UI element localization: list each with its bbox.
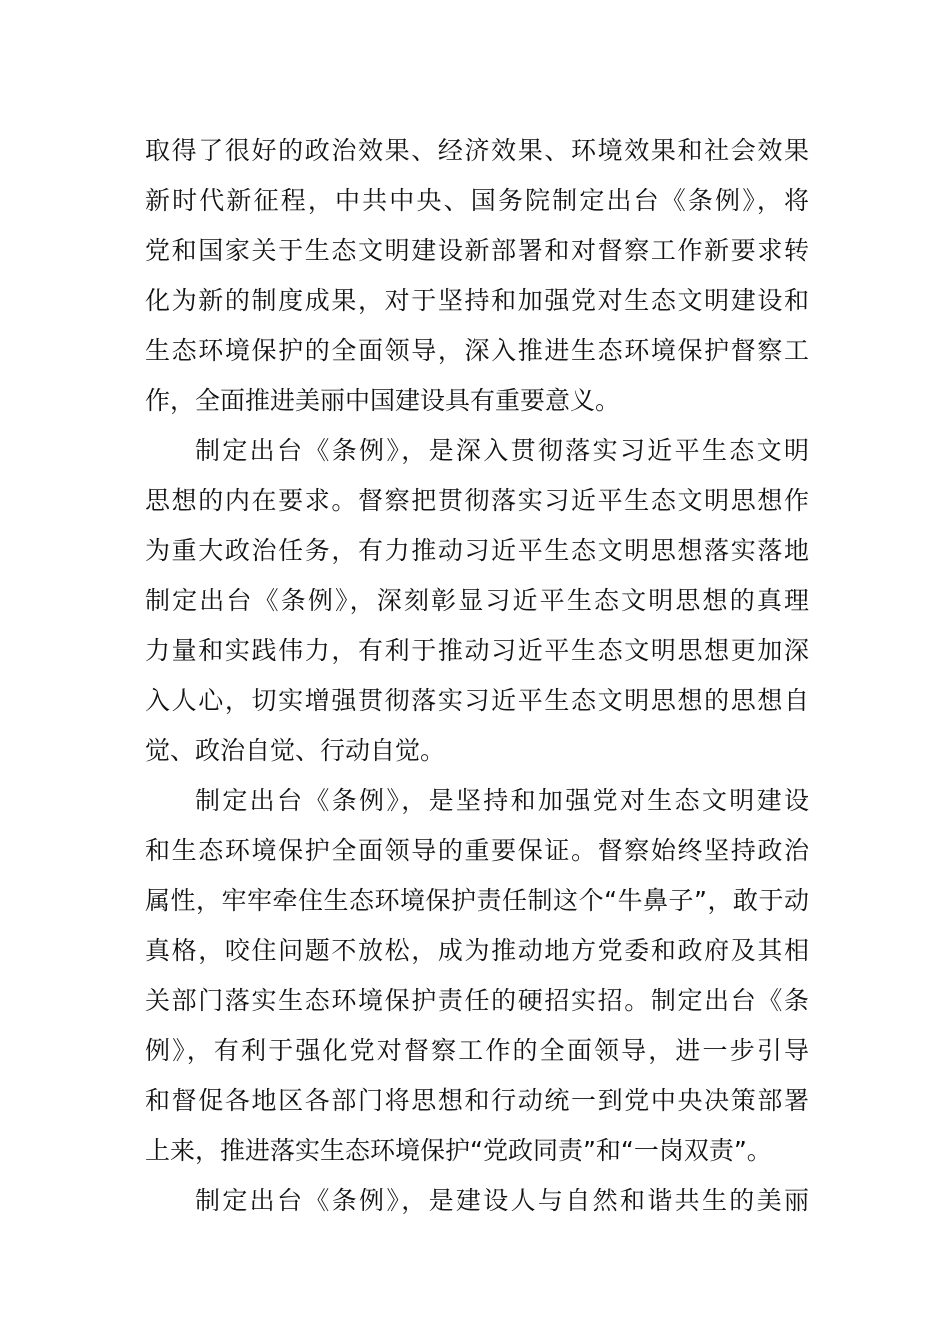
text-line: 生态环境保护的全面领导，深入推进生态环境保护督察工 [145,336,809,365]
text-line: 关部门落实生态环境保护责任的硬招实招。制定出台《条 [145,986,809,1015]
text-line: 作，全面推进美丽中国建设具有重要意义。 [145,386,621,415]
text-line: 觉、政治自觉、行动自觉。 [145,736,446,765]
text-line: 制定出台《条例》，深刻彰显习近平生态文明思想的真理 [145,586,809,615]
paragraph-start-line: 制定出台《条例》，是建设人与自然和谐共生的美丽 [195,1186,809,1215]
text-line: 入人心，切实增强贯彻落实习近平生态文明思想的思想自 [145,686,809,715]
body-text [145,126,809,1226]
text-line: 党和国家关于生态文明建设新部署和对督察工作新要求转 [145,236,809,265]
paragraph-start-line: 制定出台《条例》，是深入贯彻落实习近平生态文明 [195,436,809,465]
text-line: 新时代新征程，中共中央、国务院制定出台《条例》，将 [145,186,809,215]
text-line: 和督促各地区各部门将思想和行动统一到党中央决策部署 [145,1086,809,1115]
text-line: 思想的内在要求。督察把贯彻落实习近平生态文明思想作 [145,486,809,515]
text-line: 和生态环境保护全面领导的重要保证。督察始终坚持政治 [145,836,809,865]
text-line: 属性，牢牢牵住生态环境保护责任制这个“牛鼻子”，敢于动 [145,886,809,915]
text-line: 取得了很好的政治效果、经济效果、环境效果和社会效果 [145,136,809,165]
text-line: 例》，有利于强化党对督察工作的全面领导，进一步引导 [145,1036,809,1065]
text-line: 真格，咬住问题不放松，成为推动地方党委和政府及其相 [145,936,809,965]
text-line: 上来，推进落实生态环境保护“党政同责”和“一岗双责”。 [145,1136,772,1165]
paragraph-start-line: 制定出台《条例》，是坚持和加强党对生态文明建设 [195,786,809,815]
text-line: 力量和实践伟力，有利于推动习近平生态文明思想更加深 [145,636,809,665]
text-line: 为重大政治任务，有力推动习近平生态文明思想落实落地 [145,536,809,565]
text-line: 化为新的制度成果，对于坚持和加强党对生态文明建设和 [145,286,809,315]
